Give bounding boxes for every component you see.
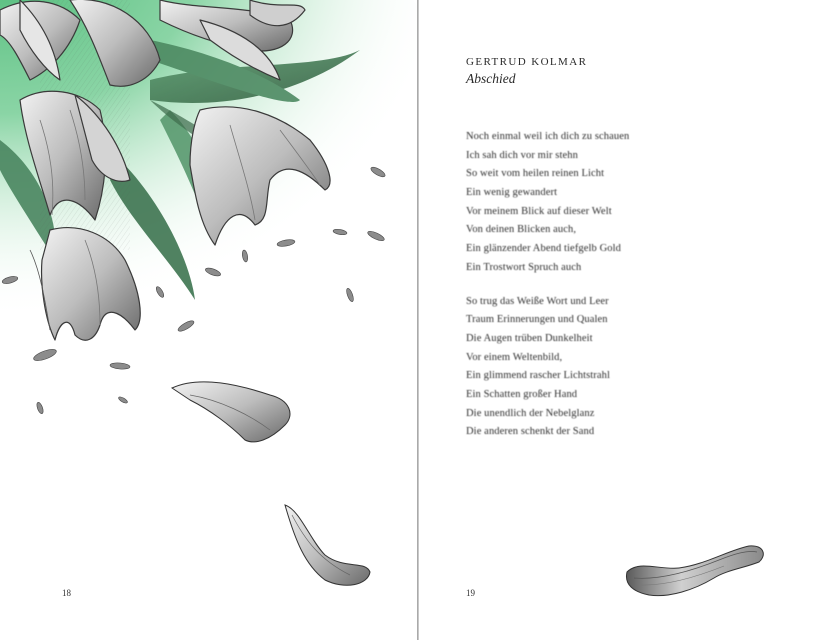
curled-petal bbox=[285, 505, 370, 585]
poem-line: Noch einmal weil ich dich zu schauen bbox=[466, 131, 630, 142]
stanza bbox=[466, 128, 726, 278]
poem-line: Ein glänzender Abend tiefgelb Gold bbox=[466, 243, 622, 255]
poem-title: Abschied bbox=[466, 71, 516, 86]
poem-line: So trug das Weiße Wort und Leer bbox=[466, 295, 609, 307]
poem-line: Die Augen trüben Dunkelheit bbox=[466, 332, 593, 344]
poem-line: Vor meinem Blick auf dieser Welt bbox=[466, 205, 612, 217]
poem-line: Ich sah dich vor mir stehn bbox=[466, 149, 578, 161]
poem-line: So weit vom heilen reinen Licht bbox=[466, 168, 605, 180]
left-page bbox=[0, 0, 417, 640]
right-page bbox=[419, 0, 835, 640]
poem-line: Ein Schatten großer Hand bbox=[466, 388, 578, 400]
poem-line: Vor einem Weltenbild, bbox=[466, 351, 563, 363]
page-number-left: 18 bbox=[62, 588, 71, 598]
poem-line: Die unendlich der Nebelglanz bbox=[466, 407, 595, 419]
page-number-right: 19 bbox=[466, 588, 475, 598]
poem-author: GERTRUD KOLMAR bbox=[466, 56, 588, 68]
poem-body bbox=[466, 128, 726, 457]
large-petal bbox=[172, 382, 290, 442]
poem-line: Von deinen Blicken auch, bbox=[466, 224, 577, 236]
poem-line: Ein Trostwort Spruch auch bbox=[466, 261, 582, 273]
lily-illustration bbox=[0, 0, 417, 640]
poem-line: Die anderen schenkt der Sand bbox=[466, 426, 595, 438]
poem-line: Ein glimmend rascher Lichtstrahl bbox=[466, 370, 611, 382]
falling-petal-illustration bbox=[619, 540, 769, 602]
poem-line: Ein wenig gewandert bbox=[466, 187, 558, 199]
poem-line: Traum Erinnerungen und Qualen bbox=[466, 314, 608, 326]
stanza bbox=[466, 293, 726, 443]
